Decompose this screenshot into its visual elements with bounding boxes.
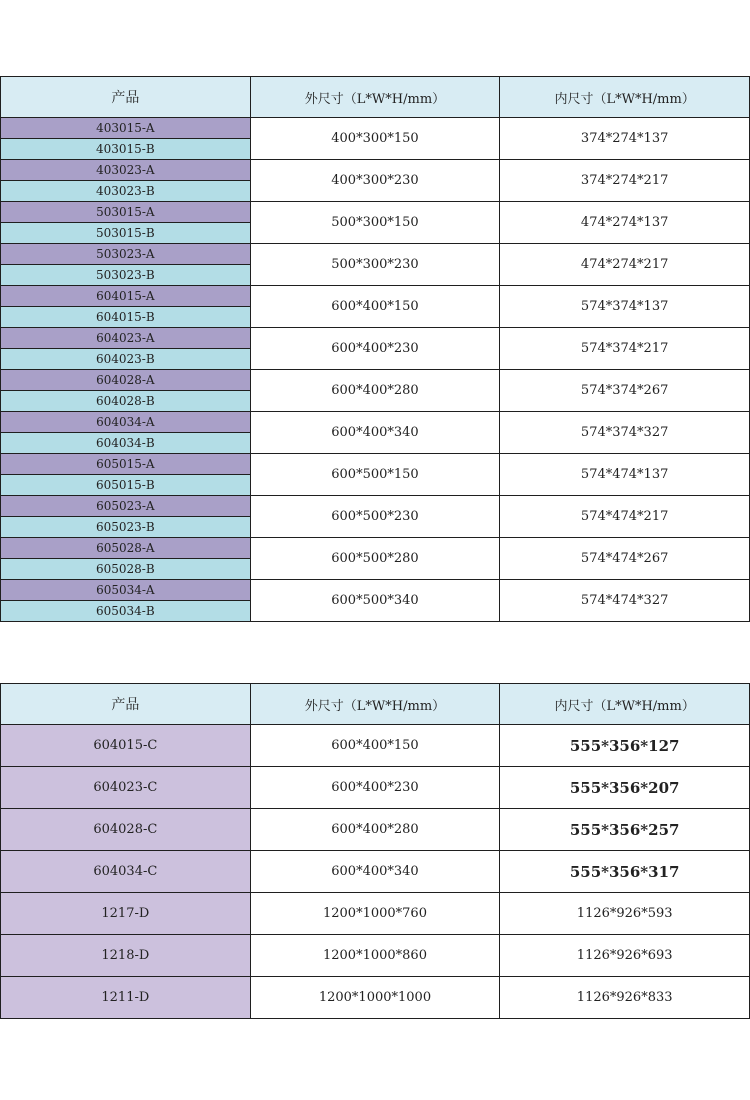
inner-size: 555*356*317 bbox=[500, 851, 750, 893]
table-row bbox=[1, 412, 750, 433]
outer-size: 1200*1000*860 bbox=[250, 935, 500, 977]
product-code-b: 403023-B bbox=[1, 181, 251, 202]
table-row bbox=[1, 767, 750, 809]
product-code-b: 604015-B bbox=[1, 307, 251, 328]
size-table-ab bbox=[0, 76, 750, 622]
inner-size: 574*374*137 bbox=[500, 286, 750, 328]
table-row bbox=[1, 286, 750, 307]
product-code-b: 605028-B bbox=[1, 559, 251, 580]
inner-size: 1126*926*593 bbox=[500, 893, 750, 935]
inner-size: 574*474*137 bbox=[500, 454, 750, 496]
table-row bbox=[1, 851, 750, 893]
product-code: 604015-C bbox=[1, 725, 251, 767]
outer-size: 600*500*230 bbox=[250, 496, 500, 538]
table-header-row bbox=[1, 684, 750, 725]
outer-size: 600*400*150 bbox=[250, 725, 500, 767]
inner-size: 374*274*137 bbox=[500, 118, 750, 160]
outer-size: 500*300*150 bbox=[250, 202, 500, 244]
product-code-a: 604015-A bbox=[1, 286, 251, 307]
outer-size: 600*400*340 bbox=[250, 851, 500, 893]
inner-size: 574*474*267 bbox=[500, 538, 750, 580]
inner-size: 1126*926*693 bbox=[500, 935, 750, 977]
size-table-cd bbox=[0, 683, 750, 1019]
outer-size: 600*500*150 bbox=[250, 454, 500, 496]
inner-size: 574*374*217 bbox=[500, 328, 750, 370]
header-outer-size: 外尺寸（L*W*H/mm） bbox=[250, 77, 500, 118]
outer-size: 600*500*340 bbox=[250, 580, 500, 622]
header-inner-size: 内尺寸（L*W*H/mm） bbox=[500, 684, 750, 725]
outer-size: 600*400*280 bbox=[250, 370, 500, 412]
table-row bbox=[1, 580, 750, 601]
outer-size: 500*300*230 bbox=[250, 244, 500, 286]
product-code-a: 604034-A bbox=[1, 412, 251, 433]
product-code-b: 605034-B bbox=[1, 601, 251, 622]
product-code-b: 605023-B bbox=[1, 517, 251, 538]
product-code: 1217-D bbox=[1, 893, 251, 935]
table-row bbox=[1, 935, 750, 977]
header-product: 产品 bbox=[1, 684, 251, 725]
product-code-a: 403023-A bbox=[1, 160, 251, 181]
inner-size: 1126*926*833 bbox=[500, 977, 750, 1019]
outer-size: 400*300*230 bbox=[250, 160, 500, 202]
inner-size: 474*274*217 bbox=[500, 244, 750, 286]
outer-size: 1200*1000*760 bbox=[250, 893, 500, 935]
product-code-a: 605015-A bbox=[1, 454, 251, 475]
outer-size: 1200*1000*1000 bbox=[250, 977, 500, 1019]
product-code-a: 604023-A bbox=[1, 328, 251, 349]
table-row bbox=[1, 725, 750, 767]
inner-size: 574*474*217 bbox=[500, 496, 750, 538]
table-row bbox=[1, 118, 750, 139]
inner-size: 474*274*137 bbox=[500, 202, 750, 244]
outer-size: 400*300*150 bbox=[250, 118, 500, 160]
table-row bbox=[1, 538, 750, 559]
table-row bbox=[1, 496, 750, 517]
header-inner-size: 内尺寸（L*W*H/mm） bbox=[500, 77, 750, 118]
table-header-row bbox=[1, 77, 750, 118]
inner-size: 555*356*127 bbox=[500, 725, 750, 767]
product-code-b: 503015-B bbox=[1, 223, 251, 244]
header-product: 产品 bbox=[1, 77, 251, 118]
product-code: 604028-C bbox=[1, 809, 251, 851]
inner-size: 374*274*217 bbox=[500, 160, 750, 202]
product-code-a: 605023-A bbox=[1, 496, 251, 517]
inner-size: 555*356*257 bbox=[500, 809, 750, 851]
product-code-a: 605034-A bbox=[1, 580, 251, 601]
product-code-a: 604028-A bbox=[1, 370, 251, 391]
outer-size: 600*400*230 bbox=[250, 328, 500, 370]
product-code-b: 604034-B bbox=[1, 433, 251, 454]
product-code-a: 503015-A bbox=[1, 202, 251, 223]
outer-size: 600*400*150 bbox=[250, 286, 500, 328]
inner-size: 574*374*267 bbox=[500, 370, 750, 412]
header-outer-size: 外尺寸（L*W*H/mm） bbox=[250, 684, 500, 725]
product-code-b: 403015-B bbox=[1, 139, 251, 160]
product-code: 1218-D bbox=[1, 935, 251, 977]
outer-size: 600*400*340 bbox=[250, 412, 500, 454]
inner-size: 555*356*207 bbox=[500, 767, 750, 809]
product-code-b: 605015-B bbox=[1, 475, 251, 496]
table-row bbox=[1, 809, 750, 851]
product-code: 604023-C bbox=[1, 767, 251, 809]
table-row bbox=[1, 202, 750, 223]
product-code-b: 604028-B bbox=[1, 391, 251, 412]
table-row bbox=[1, 454, 750, 475]
product-code-a: 503023-A bbox=[1, 244, 251, 265]
inner-size: 574*374*327 bbox=[500, 412, 750, 454]
table-row bbox=[1, 370, 750, 391]
table-row bbox=[1, 893, 750, 935]
product-code: 604034-C bbox=[1, 851, 251, 893]
product-code-b: 503023-B bbox=[1, 265, 251, 286]
outer-size: 600*400*230 bbox=[250, 767, 500, 809]
outer-size: 600*400*280 bbox=[250, 809, 500, 851]
table-row bbox=[1, 977, 750, 1019]
inner-size: 574*474*327 bbox=[500, 580, 750, 622]
table-row bbox=[1, 244, 750, 265]
outer-size: 600*500*280 bbox=[250, 538, 500, 580]
table-row bbox=[1, 328, 750, 349]
product-code-b: 604023-B bbox=[1, 349, 251, 370]
table-row bbox=[1, 160, 750, 181]
product-code: 1211-D bbox=[1, 977, 251, 1019]
product-code-a: 605028-A bbox=[1, 538, 251, 559]
product-code-a: 403015-A bbox=[1, 118, 251, 139]
